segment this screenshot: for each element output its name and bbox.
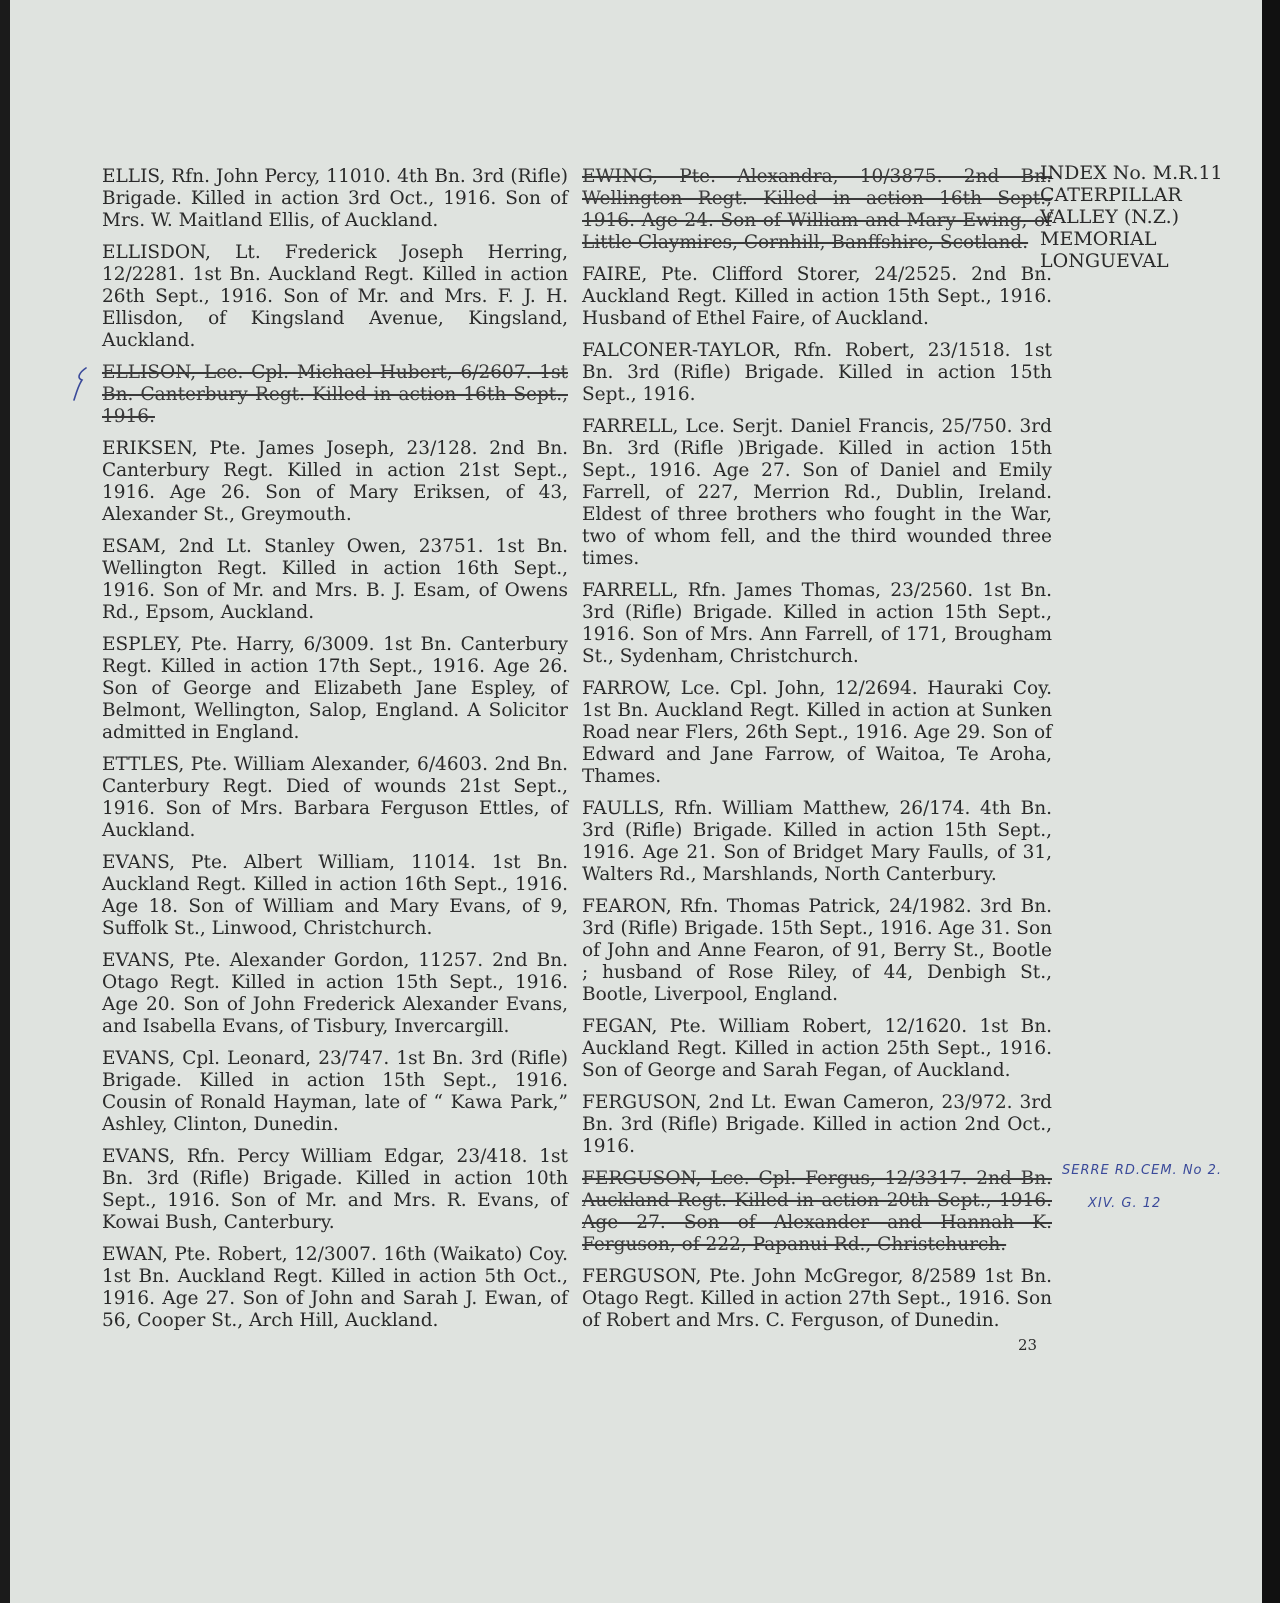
entry-farrow: FARROW, Lce. Cpl. John, 12/2694. Hauraki Coy. 1st Bn. Auckland Regt. Killed in action at Sunken Road near Flers, 26th Sept., 1916. Age 29. Son of Edward and Jane Farrow, of Waitoa, Te Aroha, Thames. — [582, 678, 1052, 787]
entry-faire: FAIRE, Pte. Clifford Storer, 24/2525. 2nd Bn. Auckland Regt. Killed in action 15th Sept., 1916. Husband of Ethel Faire, of Auckland. — [582, 264, 1052, 329]
entry-farrell-daniel: FARRELL, Lce. Serjt. Daniel Francis, 25/750. 3rd Bn. 3rd (Rifle )Brigade. Killed in action 15th Sept., 1916. Age 27. Son of Daniel and Emily Farrell, of 227, Merrion Rd., Dublin, Ireland. Eldest of three brothers who fought in the War, two of whom fell, and the third wounded three times. — [582, 416, 1052, 569]
entry-ettles: ETTLES, Pte. William Alexander, 6/4603. 2nd Bn. Canterbury Regt. Died of wounds 21st Sept., 1916. Son of Mrs. Barbara Ferguson Ettles, of Auckland. — [102, 754, 568, 841]
entry-ewing-struck: EWING, Pte. Alexandra, 10/3875. 2nd Bn. Wellington Regt. Killed in action 16th Sept., 1916. Age 24. Son of William and Mary Ewing, of Little Claymires, Cornhill, Banffshire, Scotland. — [582, 166, 1052, 253]
header-longueval: LONGUEVAL — [1040, 250, 1169, 272]
entry-ferguson-fergus-struck: FERGUSON, Lce. Cpl. Fergus, 12/3317. 2nd Bn. Auckland Regt. Killed in action 20th Sept., 1916. Age 27. Son of Alexander and Hannah K. Ferguson, of 222, Papanui Rd., Christchurch. — [582, 1168, 1052, 1255]
entry-faulls: FAULLS, Rfn. William Matthew, 26/174. 4th Bn. 3rd (Rifle) Brigade. Killed in action 15th Sept., 1916. Age 21. Son of Bridget Mary Faulls, of 31, Walters Rd., Marshlands, North Canterbury. — [582, 798, 1052, 885]
entries-middle-column — [582, 166, 1052, 1342]
entry-ellis: ELLIS, Rfn. John Percy, 11010. 4th Bn. 3rd (Rifle) Brigade. Killed in action 3rd Oct., 1916. Son of Mrs. W. Maitland Ellis, of Auckland. — [102, 166, 568, 231]
header-index-number: INDEX No. M.R.11 — [1040, 162, 1223, 184]
entry-fearon: FEARON, Rfn. Thomas Patrick, 24/1982. 3rd Bn. 3rd (Rifle) Brigade. 15th Sept., 1916. Age 31. Son of John and Anne Fearon, of 91, Berry St., Bootle ; husband of Rose Riley, of 44, Denbigh St., Bootle, Liverpool, England. — [582, 896, 1052, 1005]
handwritten-note-cemetery: SERRE RD.CEM. No 2. — [1062, 1163, 1223, 1178]
entry-ellisdon: ELLISDON, Lt. Frederick Joseph Herring, 12/2281. 1st Bn. Auckland Regt. Killed in action 26th Sept., 1916. Son of Mr. and Mrs. F. J. H. Ellisdon, of Kingsland Avenue, Kingsland, Auckland. — [102, 242, 568, 351]
entry-eriksen: ERIKSEN, Pte. James Joseph, 23/128. 2nd Bn. Canterbury Regt. Killed in action 21st Sept., 1916. Age 26. Son of Mary Eriksen, of 43, Alexander St., Greymouth. — [102, 438, 568, 525]
entry-evans-albert: EVANS, Pte. Albert William, 11014. 1st Bn. Auckland Regt. Killed in action 16th Sept., 1916. Age 18. Son of William and Mary Evans, of 9, Suffolk St., Linwood, Christchurch. — [102, 852, 568, 939]
entry-farrell-james: FARRELL, Rfn. James Thomas, 23/2560. 1st Bn. 3rd (Rifle) Brigade. Killed in action 15th Sept., 1916. Son of Mrs. Ann Farrell, of 171, Brougham St., Sydenham, Christchurch. — [582, 580, 1052, 667]
entry-esam: ESAM, 2nd Lt. Stanley Owen, 23751. 1st Bn. Wellington Regt. Killed in action 16th Sept., 1916. Son of Mr. and Mrs. B. J. Esam, of Owens Rd., Epsom, Auckland. — [102, 536, 568, 623]
scan-edge-strip — [1262, 0, 1280, 1603]
memorial-register-page — [10, 0, 1272, 1603]
entries-left-column — [102, 166, 568, 1342]
handwritten-margin-mark-icon — [68, 364, 92, 404]
entry-ferguson-john: FERGUSON, Pte. John McGregor, 8/2589 1st Bn. Otago Regt. Killed in action 27th Sept., 1916. Son of Robert and Mrs. C. Ferguson, of Dunedin. — [582, 1266, 1052, 1331]
entry-ellison-struck: ELLISON, Lce. Cpl. Michael Hubert, 6/2607. 1st Bn. Canterbury Regt. Killed in action 16th Sept., 1916. — [102, 362, 568, 427]
entry-ewan: EWAN, Pte. Robert, 12/3007. 16th (Waikato) Coy. 1st Bn. Auckland Regt. Killed in action 5th Oct., 1916. Age 27. Son of John and Sarah J. Ewan, of 56, Cooper St., Arch Hill, Auckland. — [102, 1244, 568, 1331]
page-number: 23 — [1018, 1336, 1038, 1354]
header-memorial: MEMORIAL — [1040, 228, 1157, 250]
entry-evans-percy: EVANS, Rfn. Percy William Edgar, 23/418. 1st Bn. 3rd (Rifle) Brigade. Killed in action 10th Sept., 1916. Son of Mr. and Mrs. R. Evans, of Kowai Bush, Canterbury. — [102, 1146, 568, 1233]
entry-evans-alexander: EVANS, Pte. Alexander Gordon, 11257. 2nd Bn. Otago Regt. Killed in action 15th Sept., 1916. Age 20. Son of John Frederick Alexander Evans, and Isabella Evans, of Tisbury, Invercargill. — [102, 950, 568, 1037]
handwritten-note-grave-ref: XIV. G. 12 — [1088, 1196, 1162, 1211]
header-caterpillar: CATERPILLAR — [1040, 184, 1182, 206]
header-valley: VALLEY (N.Z.) — [1040, 206, 1180, 228]
entry-fegan: FEGAN, Pte. William Robert, 12/1620. 1st Bn. Auckland Regt. Killed in action 25th Sept., 1916. Son of George and Sarah Fegan, of Auckland. — [582, 1016, 1052, 1081]
entry-ferguson-ewan: FERGUSON, 2nd Lt. Ewan Cameron, 23/972. 3rd Bn. 3rd (Rifle) Brigade. Killed in action 2nd Oct., 1916. — [582, 1092, 1052, 1157]
memorial-index-header — [1040, 162, 1260, 272]
entry-evans-leonard: EVANS, Cpl. Leonard, 23/747. 1st Bn. 3rd (Rifle) Brigade. Killed in action 15th Sept., 1916. Cousin of Ronald Hayman, late of “ Kawa Park,” Ashley, Clinton, Dunedin. — [102, 1048, 568, 1135]
entry-espley: ESPLEY, Pte. Harry, 6/3009. 1st Bn. Canterbury Regt. Killed in action 17th Sept., 1916. Age 26. Son of George and Elizabeth Jane Espley, of Belmont, Wellington, Salop, England. A Solicitor admitted in England. — [102, 634, 568, 743]
entry-falconer-taylor: FALCONER-TAYLOR, Rfn. Robert, 23/1518. 1st Bn. 3rd (Rifle) Brigade. Killed in action 15th Sept., 1916. — [582, 340, 1052, 405]
